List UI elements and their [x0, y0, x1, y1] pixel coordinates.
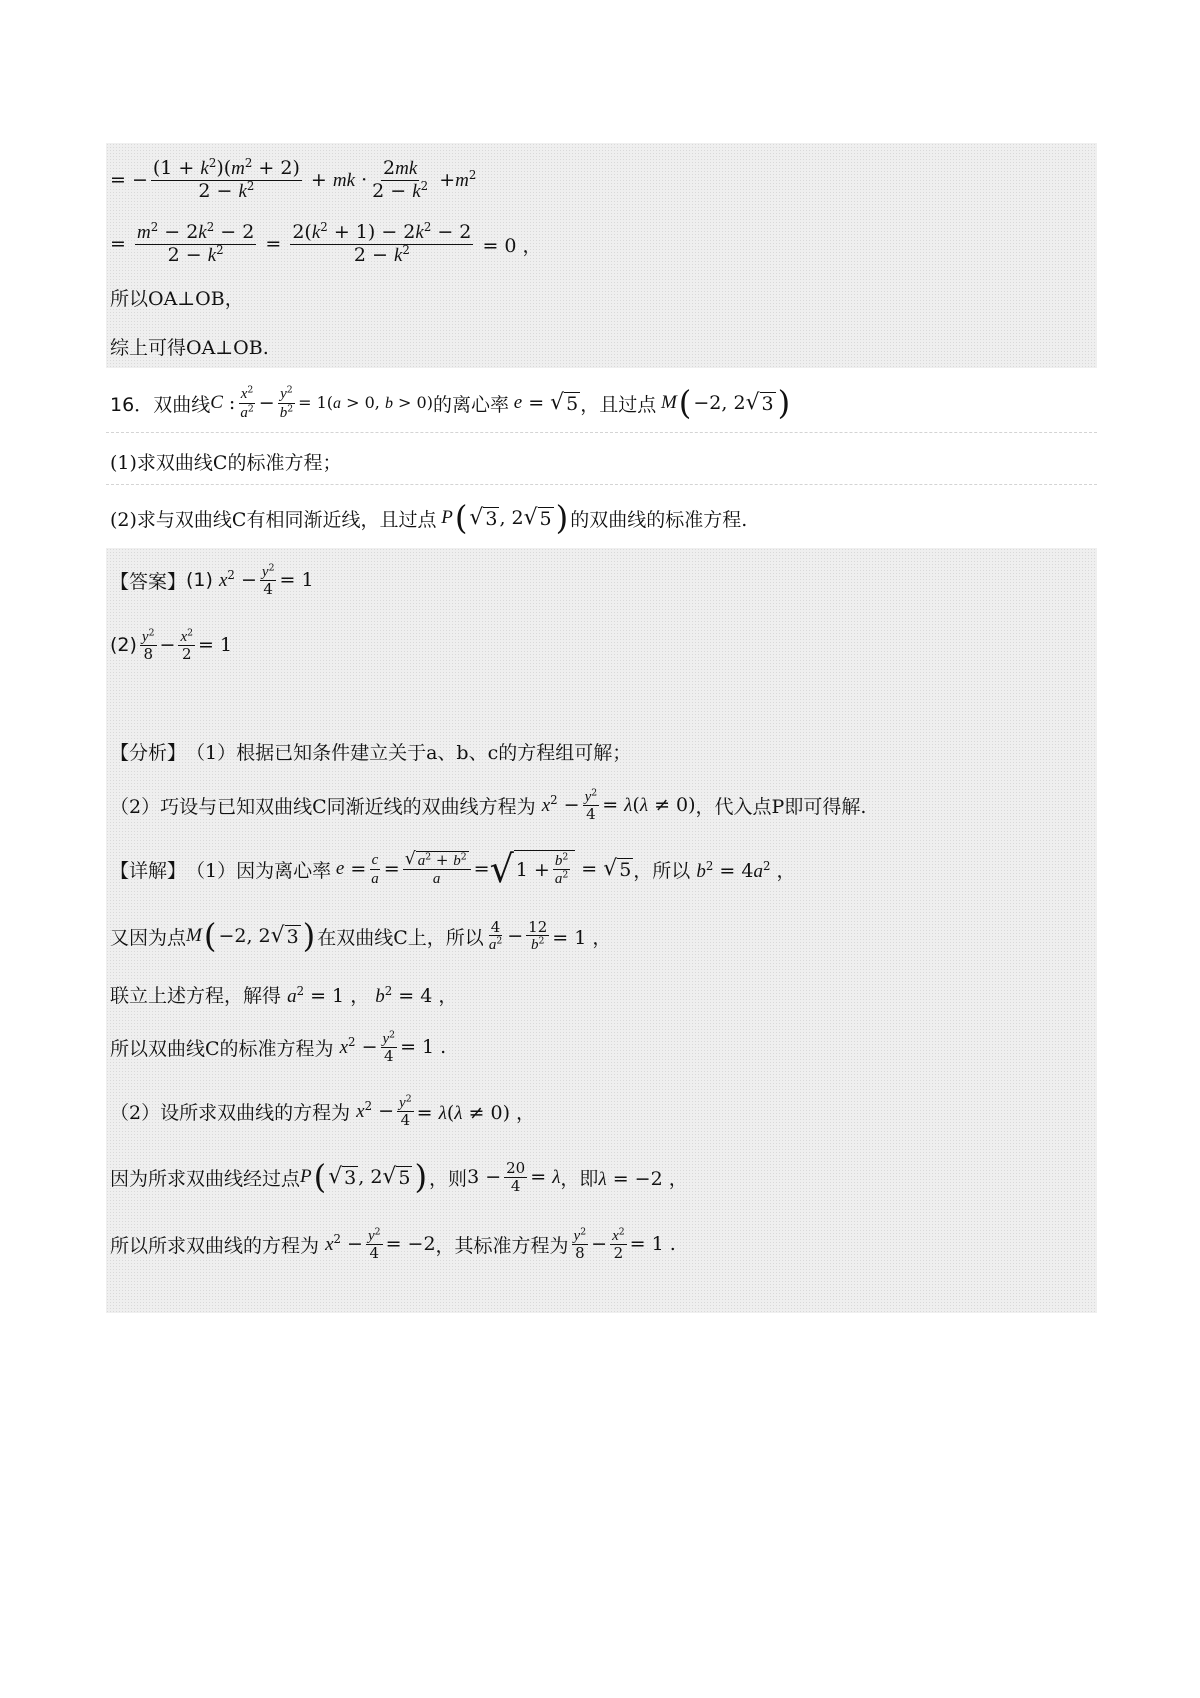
analysis-line2-text-b: ，代入点P即可得解.: [695, 795, 867, 818]
problem-stem: 16． 双曲线 C : $\frac{x^2}{a^2}$ − $\frac{y^2}{b^2}$ = 1(a > 0, b > 0) 的离心率 e = √ 5 ，且过点 M ( −2, 2 √ 3 ): [110, 383, 791, 422]
problem-part2: (2)求与双曲线C有相同渐近线，且过点 P ( √ 3 , 2 √ 5 ) 的双曲线的标准方程.: [110, 498, 748, 537]
answer-item2: (2): [110, 634, 137, 656]
detail-line-5: （2）设所求双曲线的方程为 $x^2$ − $\frac{y^2}{4}$ = λ(λ ≠ 0) ，: [110, 1092, 536, 1129]
divider: [106, 484, 1097, 485]
detail-line6-text-c: ，即: [560, 1167, 599, 1190]
answer-line-2: (2) $\frac{y^2}{8}$ − $\frac{x^2}{2}$ = 1: [110, 626, 233, 663]
prev-conclusion-2: [110, 331, 269, 361]
prev-conclusion-1-text: 所以OA⊥OB，: [110, 287, 244, 310]
detail-line-2: 又因为点 M ( −2, 2 √ 3 ) 在双曲线C上，所以 $\frac{4}{a^2}$ − $\frac{12}{b^2}$ = 1 ，: [110, 916, 612, 955]
detail-line2-text-a: 又因为点: [110, 926, 187, 949]
detail-line1-text-b: ，所以: [633, 859, 691, 882]
detail-line7-text-b: ，其标准方程为: [435, 1234, 569, 1257]
analysis-label: 【分析】: [110, 741, 187, 764]
detail-label: 【详解】: [110, 859, 187, 882]
detail-line5-text: （2）设所求双曲线的方程为: [110, 1101, 351, 1124]
problem-part1: [110, 445, 341, 477]
prev-formula-line-1: = − $\frac{(1 + k^2)(m^2 + 2)}{2 - k^2}$ + mk · $\frac{2mk}{2 - k^2}$ $+m^2$: [110, 155, 477, 202]
part2-text-b: 的双曲线的标准方程.: [570, 508, 748, 531]
detail-line-1: 【详解】 （1）因为离心率 e = $\frac{c}{a}$ = √ $a^2 + b^2$ a = √ 1 + $\frac{b^2}{a^2}$ = √ 5 ，所以 $b^2 = 4a^2$ ，: [110, 847, 796, 891]
analysis-line-1: [110, 735, 631, 767]
analysis-line1-text: （1）根据已知条件建立关于a、b、c的方程组可解；: [186, 741, 632, 764]
detail-line-3: 联立上述方程，解得 $a^2 = 1$ ， $b^2 = 4$ ，: [110, 977, 457, 1011]
stem-prefix: 双曲线: [153, 393, 211, 416]
detail-line1-text-a: （1）因为离心率: [186, 859, 332, 882]
part1-text: (1)求双曲线C的标准方程；: [110, 451, 342, 474]
prev-formula-line-2: = $\frac{m^2 - 2k^2 - 2}{2 - k^2}$ = $\frac{2(k^2 + 1) - 2k^2 - 2}{2 - k^2}$ = 0 ，: [110, 219, 542, 266]
part2-text-a: (2)求与双曲线C有相同渐近线，且过点: [110, 508, 437, 531]
stem-suffix: ，且过点: [580, 393, 657, 416]
detail-line6-text-a: 因为所求双曲线经过点: [110, 1167, 301, 1190]
detail-line7-text-a: 所以所求双曲线的方程为: [110, 1234, 320, 1257]
prev-conclusion-2-text: 综上可得OA⊥OB.: [110, 336, 269, 359]
analysis-line2-text-a: （2）巧设与已知双曲线C同渐近线的双曲线方程为: [110, 795, 536, 818]
answer-item1: (1): [186, 569, 213, 591]
detail-line4-text: 所以双曲线C的标准方程为: [110, 1037, 334, 1060]
detail-line-4: 所以双曲线C的标准方程为 $x^2$ − $\frac{y^2}{4}$ = 1 .: [110, 1028, 447, 1065]
answer-line-1: 【答案】 (1) $x^2$ − $\frac{y^2}{4}$ = 1: [110, 561, 314, 598]
stem-mid: 的离心率: [432, 393, 509, 416]
detail-line2-text-b: 在双曲线C上，所以: [317, 926, 484, 949]
detail-line-7: 所以所求双曲线的方程为 $x^2$ − $\frac{y^2}{4}$ = −2 ，其标准方程为 $\frac{y^2}{8}$ − $\frac{x^2}{2}$ = 1 .: [110, 1225, 676, 1262]
detail-line-6: 因为所求双曲线经过点 P ( √ 3 , 2 √ 5 ) ，则 3 − $\frac{20}{4}$ = λ ，即 λ = −2 ，: [110, 1157, 688, 1196]
prev-conclusion-1: [110, 282, 244, 312]
detail-line3-text: 联立上述方程，解得: [110, 984, 282, 1007]
problem-number: 16．: [110, 393, 154, 416]
answer-label: 【答案】: [110, 570, 187, 593]
analysis-line-2: （2）巧设与已知双曲线C同渐近线的双曲线方程为 $x^2$ − $\frac{y^2}{4}$ = λ(λ ≠ 0) ，代入点P即可得解.: [110, 786, 867, 823]
divider: [106, 432, 1097, 433]
detail-line6-text-b: ，则: [429, 1167, 468, 1190]
